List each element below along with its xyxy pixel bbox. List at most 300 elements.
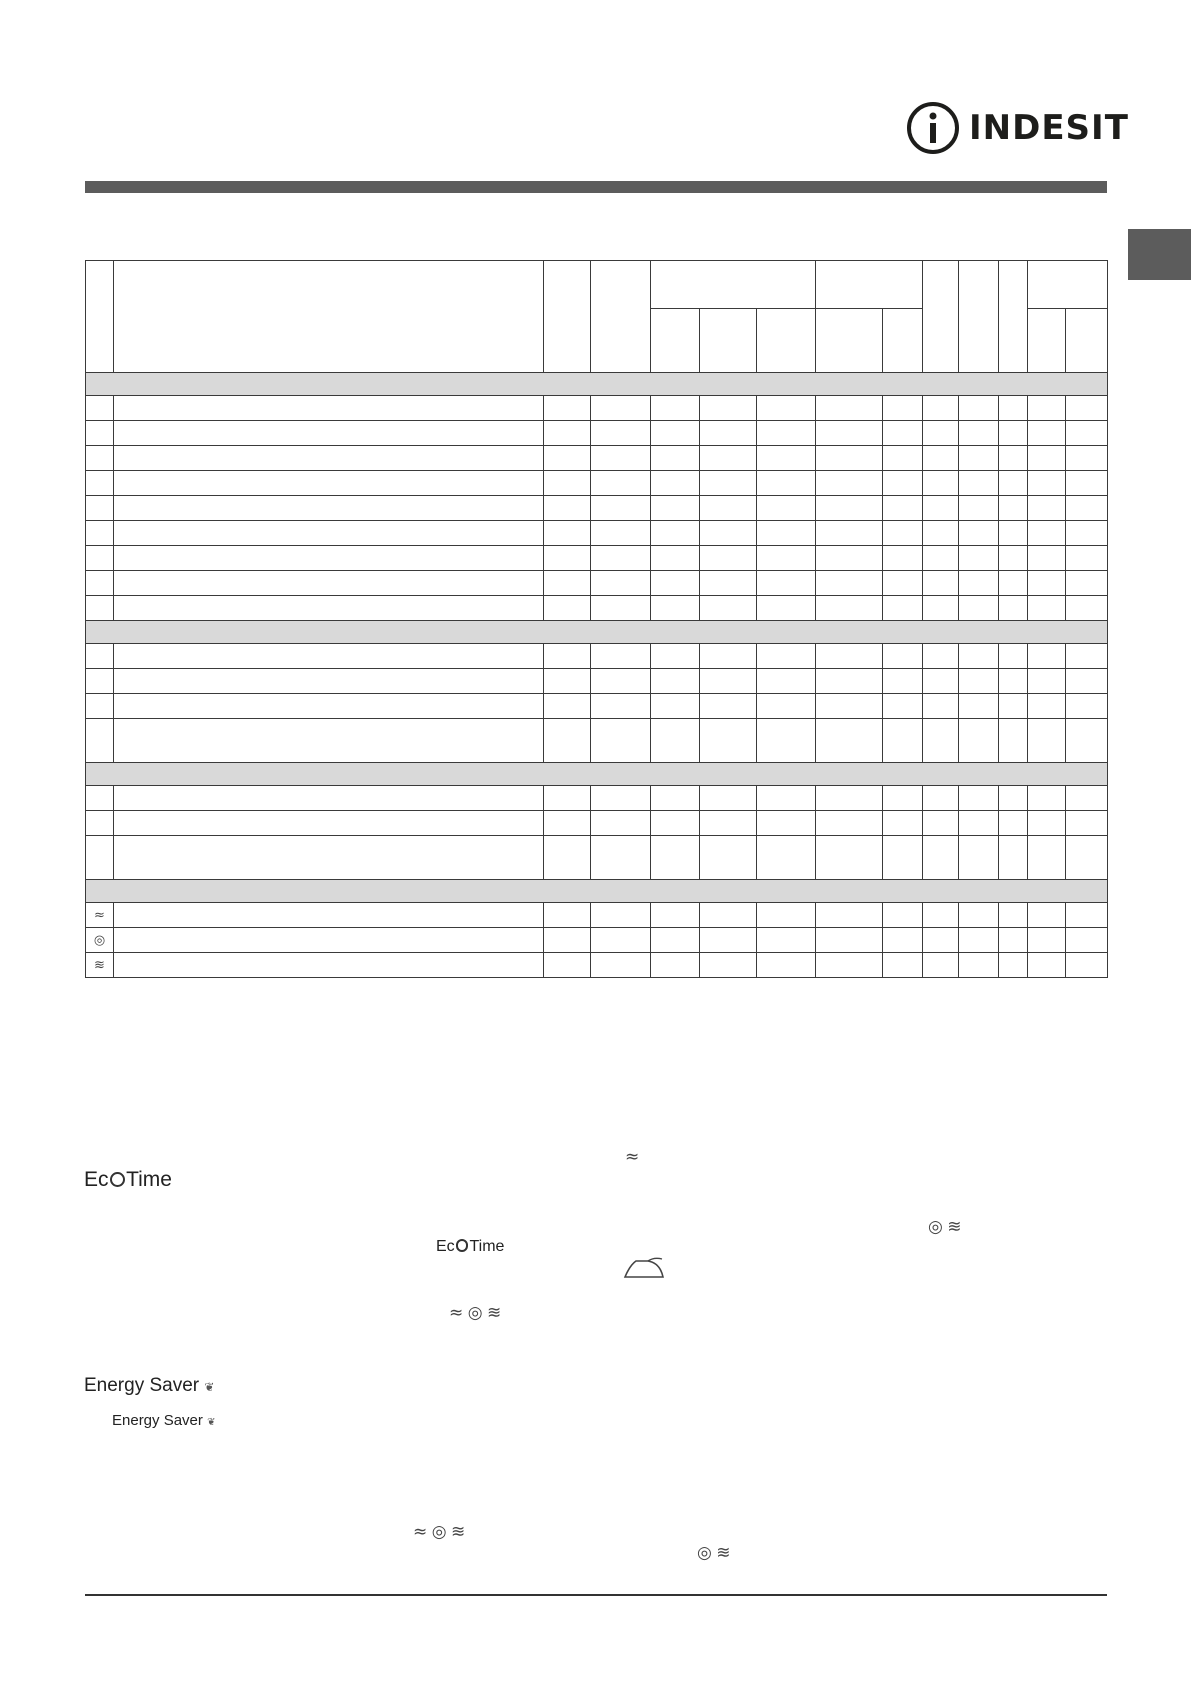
table-cell xyxy=(1028,446,1066,471)
footer-rule xyxy=(85,1594,1107,1596)
table-cell xyxy=(114,396,544,421)
table-cell xyxy=(114,669,544,694)
table-cell xyxy=(757,719,816,763)
table-cell xyxy=(883,903,923,928)
table-row xyxy=(86,694,1108,719)
table-cell xyxy=(1066,836,1108,880)
ecotime-o-icon xyxy=(110,1172,126,1188)
table-row xyxy=(86,471,1108,496)
table-cell xyxy=(883,786,923,811)
table-row xyxy=(86,521,1108,546)
header-cell xyxy=(591,261,651,373)
table-cell xyxy=(999,446,1028,471)
table-cell xyxy=(86,953,114,978)
table-cell xyxy=(999,694,1028,719)
table-row xyxy=(86,496,1108,521)
table-cell xyxy=(959,471,999,496)
table-cell xyxy=(86,811,114,836)
table-cell xyxy=(1066,644,1108,669)
table-cell xyxy=(114,421,544,446)
table-cell xyxy=(1028,669,1066,694)
table-cell xyxy=(923,571,959,596)
table-cell xyxy=(757,811,816,836)
table-cell xyxy=(883,669,923,694)
table-cell xyxy=(999,546,1028,571)
table-cell xyxy=(999,596,1028,621)
brand-logo xyxy=(905,100,1129,156)
table-cell xyxy=(999,928,1028,953)
table-cell xyxy=(999,669,1028,694)
spin-icon: ◎ xyxy=(93,932,106,948)
table-cell xyxy=(544,953,591,978)
table-cell xyxy=(959,953,999,978)
table-cell xyxy=(816,719,883,763)
header-cell xyxy=(923,261,959,373)
table-cell xyxy=(544,836,591,880)
ecotime-logo-inline xyxy=(436,1238,504,1256)
table-cell xyxy=(923,471,959,496)
section-header-row xyxy=(86,880,1108,903)
table-row xyxy=(86,596,1108,621)
table-cell xyxy=(1066,953,1108,978)
table-cell xyxy=(1066,446,1108,471)
header-cell xyxy=(1028,261,1108,309)
table-cell xyxy=(544,546,591,571)
table-cell xyxy=(883,928,923,953)
table-cell xyxy=(999,421,1028,446)
table-cell xyxy=(651,521,700,546)
table-cell xyxy=(757,644,816,669)
table-cell xyxy=(651,786,700,811)
table-cell xyxy=(757,396,816,421)
table-cell xyxy=(86,571,114,596)
table-cell xyxy=(923,836,959,880)
table-row xyxy=(86,811,1108,836)
table-cell xyxy=(1066,596,1108,621)
table-cell xyxy=(1028,546,1066,571)
header-cell xyxy=(114,261,544,373)
table-cell xyxy=(86,786,114,811)
table-cell xyxy=(883,546,923,571)
table-cell xyxy=(114,446,544,471)
table-cell xyxy=(544,928,591,953)
table-cell xyxy=(923,446,959,471)
table-cell xyxy=(591,644,651,669)
table-cell xyxy=(757,446,816,471)
table-cell xyxy=(959,644,999,669)
table-row xyxy=(86,421,1108,446)
table-cell xyxy=(700,546,757,571)
header-cell xyxy=(651,261,816,309)
table-cell xyxy=(1066,811,1108,836)
ecotime-label-right: Time xyxy=(469,1238,505,1255)
table-cell xyxy=(1066,571,1108,596)
table-cell xyxy=(700,836,757,880)
table-cell xyxy=(1066,694,1108,719)
table-cell xyxy=(999,811,1028,836)
table-cell xyxy=(816,596,883,621)
table-cell xyxy=(114,496,544,521)
gentle-wash-icon: ≈ xyxy=(413,1522,428,1542)
table-cell xyxy=(1028,571,1066,596)
table-cell xyxy=(923,786,959,811)
section-header-row xyxy=(86,621,1108,644)
table-cell xyxy=(651,719,700,763)
table-row xyxy=(86,546,1108,571)
table-cell xyxy=(544,644,591,669)
table-cell xyxy=(1066,396,1108,421)
table-cell xyxy=(757,496,816,521)
table-cell xyxy=(923,694,959,719)
table-cell xyxy=(700,928,757,953)
table-cell xyxy=(591,903,651,928)
table-cell xyxy=(923,811,959,836)
table-cell xyxy=(700,903,757,928)
table-cell xyxy=(544,596,591,621)
brand-i-icon xyxy=(905,100,961,156)
table-cell xyxy=(86,421,114,446)
table-cell xyxy=(86,471,114,496)
section-header-cell xyxy=(86,621,1108,644)
table-cell xyxy=(1028,521,1066,546)
table-cell xyxy=(1028,596,1066,621)
table-cell xyxy=(651,596,700,621)
table-cell xyxy=(591,546,651,571)
table-cell xyxy=(959,928,999,953)
table-cell xyxy=(923,719,959,763)
steam-icon: ≋ xyxy=(947,1217,962,1237)
table-cell xyxy=(651,421,700,446)
energy-saver-logo xyxy=(84,1375,214,1397)
table-cell xyxy=(591,446,651,471)
table-row xyxy=(86,719,1108,763)
programme-table xyxy=(85,260,1108,978)
table-row xyxy=(86,953,1108,978)
table-cell xyxy=(86,396,114,421)
table-cell xyxy=(114,928,544,953)
table-cell xyxy=(999,903,1028,928)
table-cell xyxy=(883,644,923,669)
table-cell xyxy=(544,669,591,694)
table-cell xyxy=(959,546,999,571)
table-cell xyxy=(591,928,651,953)
ecotime-label-left: Ec xyxy=(436,1238,455,1255)
table-cell xyxy=(591,786,651,811)
table-cell xyxy=(700,521,757,546)
table-cell xyxy=(816,571,883,596)
spin-steam-symbols xyxy=(928,1217,962,1237)
table-cell xyxy=(883,836,923,880)
table-cell xyxy=(700,719,757,763)
table-cell xyxy=(651,811,700,836)
table-cell xyxy=(544,471,591,496)
header-cell xyxy=(1066,309,1108,373)
header-cell xyxy=(700,309,757,373)
table-cell xyxy=(700,396,757,421)
section-tab xyxy=(1128,229,1191,280)
steam-icon: ≋ xyxy=(716,1543,731,1563)
table-cell xyxy=(816,694,883,719)
table-cell xyxy=(816,421,883,446)
table-cell xyxy=(923,903,959,928)
table-cell xyxy=(923,496,959,521)
wash-symbol xyxy=(625,1147,639,1167)
table-cell xyxy=(700,694,757,719)
table-cell xyxy=(86,644,114,669)
table-cell xyxy=(999,719,1028,763)
table-cell xyxy=(591,496,651,521)
table-cell xyxy=(816,786,883,811)
iron-icon xyxy=(622,1255,666,1281)
table-cell xyxy=(959,811,999,836)
table-cell xyxy=(757,953,816,978)
table-cell xyxy=(923,669,959,694)
table-cell xyxy=(999,571,1028,596)
table-cell xyxy=(999,471,1028,496)
table-cell xyxy=(544,903,591,928)
table-cell xyxy=(1028,903,1066,928)
leaf-icon: ❦ xyxy=(207,1417,216,1428)
table-cell xyxy=(1028,496,1066,521)
gentle-wash-icon: ≈ xyxy=(94,907,105,923)
table-cell xyxy=(883,521,923,546)
table-cell xyxy=(923,644,959,669)
table-cell xyxy=(959,694,999,719)
table-cell xyxy=(114,694,544,719)
table-cell xyxy=(883,471,923,496)
table-cell xyxy=(86,836,114,880)
table-cell xyxy=(86,669,114,694)
table-cell xyxy=(544,786,591,811)
table-cell xyxy=(1028,396,1066,421)
table-cell xyxy=(923,421,959,446)
section-header-row xyxy=(86,373,1108,396)
table-cell xyxy=(1066,719,1108,763)
table-cell xyxy=(816,644,883,669)
table-cell xyxy=(700,496,757,521)
table-cell xyxy=(591,694,651,719)
table-cell xyxy=(1066,471,1108,496)
table-cell xyxy=(1066,546,1108,571)
table-cell xyxy=(757,786,816,811)
table-cell xyxy=(544,694,591,719)
table-cell xyxy=(816,496,883,521)
table-header xyxy=(86,261,1108,373)
table-cell xyxy=(883,396,923,421)
header-cell xyxy=(883,309,923,373)
table-cell xyxy=(651,546,700,571)
table-cell xyxy=(757,836,816,880)
table-row xyxy=(86,571,1108,596)
leaf-icon: ❦ xyxy=(204,1380,215,1394)
table-cell xyxy=(591,953,651,978)
table-cell xyxy=(86,928,114,953)
table-cell xyxy=(999,953,1028,978)
table-cell xyxy=(700,644,757,669)
table-row xyxy=(86,928,1108,953)
table-cell xyxy=(114,903,544,928)
table-cell xyxy=(86,903,114,928)
table-cell xyxy=(923,953,959,978)
table-cell xyxy=(114,719,544,763)
table-cell xyxy=(816,903,883,928)
table-cell xyxy=(1028,421,1066,446)
spin-icon: ◎ xyxy=(928,1217,943,1237)
table-cell xyxy=(1028,928,1066,953)
header-cell xyxy=(86,261,114,373)
table-cell xyxy=(86,521,114,546)
table-cell xyxy=(757,571,816,596)
table-row xyxy=(86,396,1108,421)
table-cell xyxy=(923,521,959,546)
table-cell xyxy=(1028,719,1066,763)
header-bar xyxy=(85,181,1107,193)
table-cell xyxy=(591,396,651,421)
table-cell xyxy=(959,571,999,596)
section-header-cell xyxy=(86,763,1108,786)
table-cell xyxy=(757,596,816,621)
wash-spin-steam-symbols-2 xyxy=(413,1522,465,1542)
table-cell xyxy=(591,669,651,694)
ecotime-label-left: Ec xyxy=(84,1168,109,1191)
table-cell xyxy=(1028,644,1066,669)
table-cell xyxy=(86,719,114,763)
table-cell xyxy=(959,786,999,811)
table-cell xyxy=(591,836,651,880)
table-row xyxy=(86,786,1108,811)
section-header-row xyxy=(86,763,1108,786)
table-cell xyxy=(86,446,114,471)
table-cell xyxy=(651,953,700,978)
energy-saver-label: Energy Saver xyxy=(84,1375,200,1396)
table-cell xyxy=(651,446,700,471)
table-cell xyxy=(700,786,757,811)
table-cell xyxy=(114,571,544,596)
energy-saver-logo-small xyxy=(112,1412,215,1429)
table-cell xyxy=(651,669,700,694)
table-body xyxy=(86,373,1108,978)
header-cell xyxy=(1028,309,1066,373)
table-cell xyxy=(1066,786,1108,811)
table-cell xyxy=(1028,836,1066,880)
table-cell xyxy=(114,471,544,496)
table-cell xyxy=(959,446,999,471)
table-cell xyxy=(883,719,923,763)
table-cell xyxy=(883,811,923,836)
table-cell xyxy=(700,421,757,446)
steam-icon: ≋ xyxy=(487,1303,502,1323)
table-cell xyxy=(959,719,999,763)
section-header-cell xyxy=(86,373,1108,396)
table-cell xyxy=(816,521,883,546)
table-row xyxy=(86,903,1108,928)
table-cell xyxy=(700,811,757,836)
table-cell xyxy=(591,521,651,546)
table-cell xyxy=(114,521,544,546)
table-cell xyxy=(591,571,651,596)
table-cell xyxy=(959,521,999,546)
table-cell xyxy=(757,928,816,953)
iron-symbol xyxy=(622,1255,666,1286)
table-cell xyxy=(923,596,959,621)
table-cell xyxy=(544,571,591,596)
table-cell xyxy=(1028,786,1066,811)
steam-icon: ≋ xyxy=(451,1522,466,1542)
table-cell xyxy=(114,596,544,621)
spin-icon: ◎ xyxy=(431,1522,447,1542)
table-cell xyxy=(114,836,544,880)
brand-name: INDESIT xyxy=(969,108,1129,148)
table-cell xyxy=(999,836,1028,880)
header-cell xyxy=(651,309,700,373)
table-cell xyxy=(1066,669,1108,694)
table-cell xyxy=(544,496,591,521)
table-cell xyxy=(883,446,923,471)
table-cell xyxy=(999,644,1028,669)
spin-steam-symbols-2 xyxy=(697,1543,731,1563)
table-cell xyxy=(86,546,114,571)
table-cell xyxy=(999,521,1028,546)
table-cell xyxy=(757,521,816,546)
table-cell xyxy=(86,694,114,719)
header-cell xyxy=(999,261,1028,373)
table-cell xyxy=(816,811,883,836)
table-cell xyxy=(816,446,883,471)
table-row xyxy=(86,836,1108,880)
table-cell xyxy=(923,546,959,571)
table-cell xyxy=(544,811,591,836)
table-cell xyxy=(651,571,700,596)
table-cell xyxy=(883,953,923,978)
table-cell xyxy=(700,953,757,978)
table-cell xyxy=(816,546,883,571)
table-cell xyxy=(816,471,883,496)
table-cell xyxy=(591,471,651,496)
table-cell xyxy=(883,421,923,446)
table-cell xyxy=(757,471,816,496)
table-cell xyxy=(757,421,816,446)
header-cell xyxy=(544,261,591,373)
table-cell xyxy=(700,571,757,596)
gentle-wash-icon: ≈ xyxy=(625,1147,640,1167)
table-cell xyxy=(700,596,757,621)
section-header-cell xyxy=(86,880,1108,903)
gentle-wash-icon: ≈ xyxy=(449,1303,464,1323)
table-cell xyxy=(544,446,591,471)
spin-icon: ◎ xyxy=(467,1303,483,1323)
table-row xyxy=(86,644,1108,669)
table-cell xyxy=(999,496,1028,521)
table-cell xyxy=(544,521,591,546)
table-row xyxy=(86,446,1108,471)
table-cell xyxy=(959,669,999,694)
table-cell xyxy=(700,669,757,694)
table-cell xyxy=(1066,928,1108,953)
header-cell xyxy=(816,309,883,373)
table-cell xyxy=(1028,694,1066,719)
table-cell xyxy=(757,903,816,928)
table-cell xyxy=(544,396,591,421)
energy-saver-label: Energy Saver xyxy=(112,1412,203,1429)
table-cell xyxy=(651,496,700,521)
table-cell xyxy=(1066,521,1108,546)
table-cell xyxy=(114,644,544,669)
table-cell xyxy=(959,596,999,621)
table-cell xyxy=(959,496,999,521)
table-cell xyxy=(1028,471,1066,496)
table-cell xyxy=(86,496,114,521)
table-cell xyxy=(1066,496,1108,521)
